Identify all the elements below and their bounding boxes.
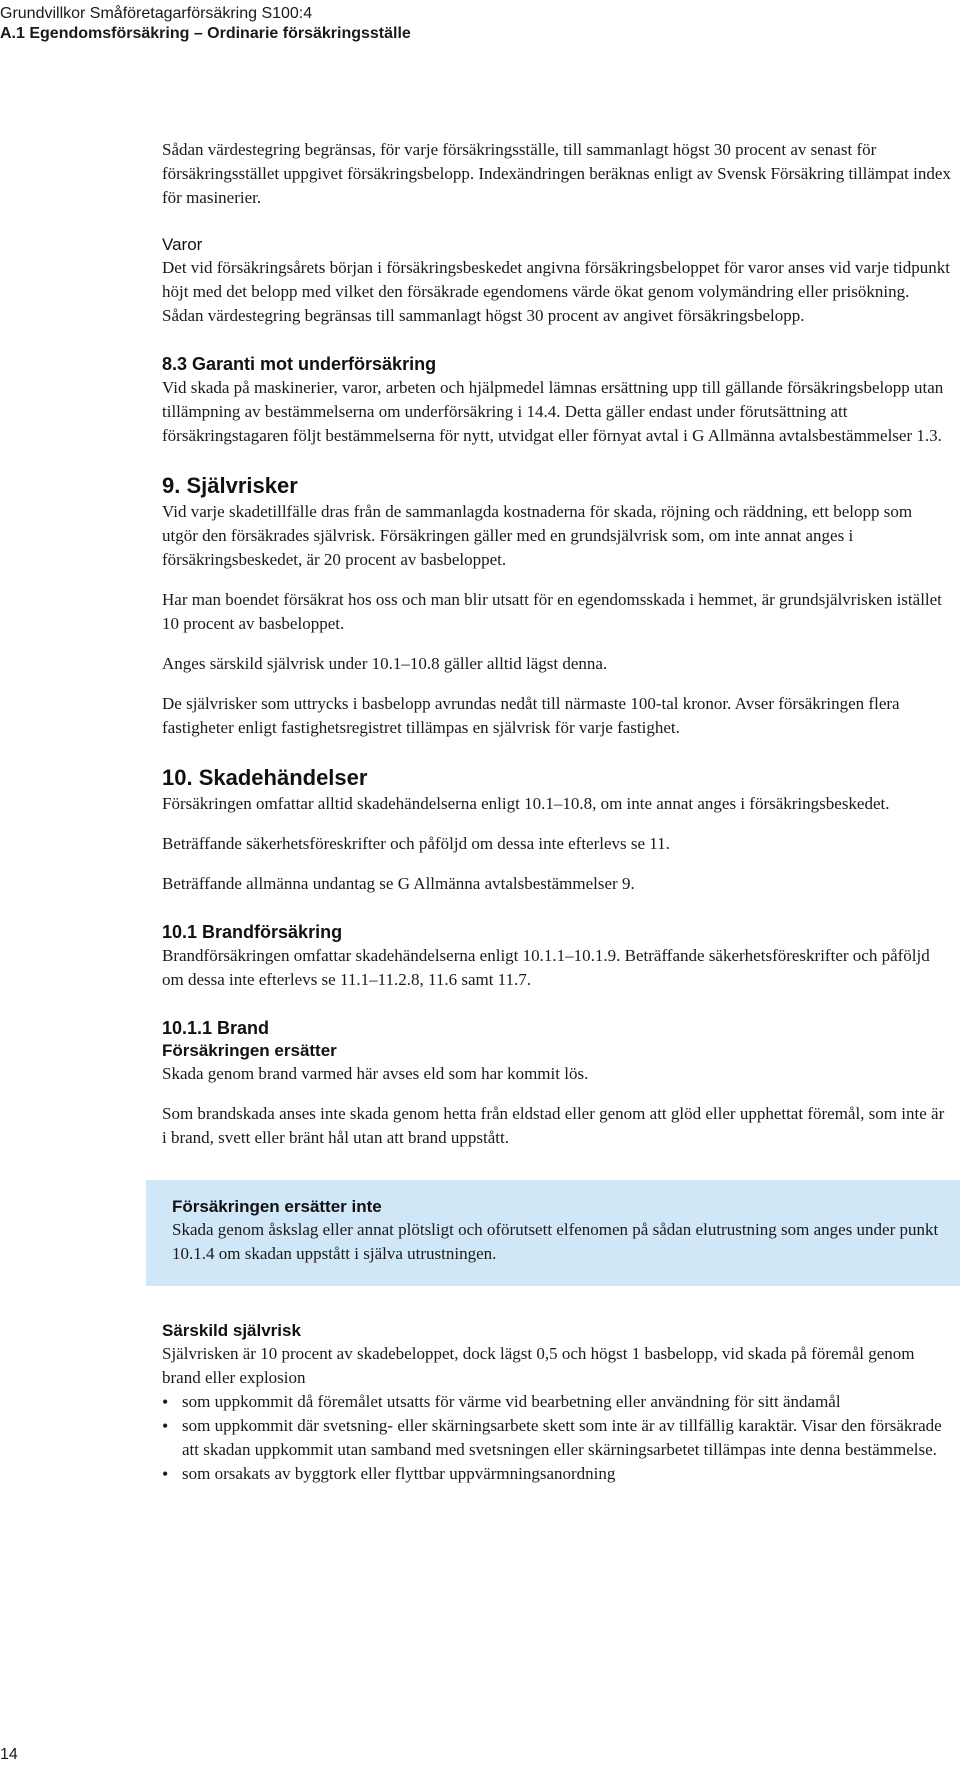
section-10-paragraph-3: Beträffande allmänna undantag se G Allmänna avtalsbestämmelser 9.	[162, 874, 635, 893]
section-10-paragraph-2: Beträffande säkerhetsföreskrifter och påföljd om dessa inte efterlevs se 11.	[162, 834, 670, 853]
section-9-paragraph-1: Vid varje skadetillfälle dras från de sammanlagda kostnaderna för skada, röjning och räddning, ett belopp som utgör den försäkrades självrisk. Försäkringen gäller med en grundsjälvrisk som, om inte annat anges i försäkringsbeskedet, är 20 procent av basbeloppet.	[162, 502, 913, 569]
document-body	[162, 138, 952, 1486]
varor-paragraph: Det vid försäkringsårets början i försäkringsbeskedet angivna försäkringsbeloppet för varor anses vid varje tidpunkt höjt med det belopp med vilket den försäkrade egendomens värde ökat genom volymändring eller prisökning. Sådan värdestegring begränsas till sammanlagt högst 30 procent av angivet försäkringsbelopp.	[162, 258, 950, 325]
section-9-paragraph-3: Anges särskild självrisk under 10.1–10.8 gäller alltid lägst denna.	[162, 654, 608, 673]
section-10-1-1-heading: 10.1.1 Brand	[162, 1018, 270, 1038]
section-10-1-1-paragraph-2: Som brandskada anses inte skada genom hetta från eldstad eller genom att glöd eller upphettat föremål, som inte är i brand, svett eller bränt hål utan att brand uppstått.	[162, 1104, 945, 1147]
special-deductible-list	[162, 1390, 952, 1486]
exclusion-infobox	[146, 1180, 960, 1286]
section-10-1-paragraph: Brandförsäkringen omfattar skadehändelserna enligt 10.1.1–10.1.9. Beträffande säkerhetsföreskrifter och påföljd om dessa inte efterlevs se 11.1–11.2.8, 11.6 samt 11.7.	[162, 946, 930, 989]
section-10-1-1-paragraph-1: Skada genom brand varmed här avses eld som har kommit lös.	[162, 1064, 589, 1083]
section-9-paragraph-2: Har man boendet försäkrat hos oss och man blir utsatt för en egendomsskada i hemmet, är grundsjälvrisken istället 10 procent av basbeloppet.	[162, 590, 942, 633]
section-10-1-heading: 10.1 Brandförsäkring	[162, 922, 343, 942]
header-document-title: Grundvillkor Småföretagarförsäkring S100:4	[0, 5, 313, 22]
page-number: 14	[0, 1746, 18, 1763]
infobox-paragraph: Skada genom åskslag eller annat plötsligt och oförutsett elfenomen på sådan elutrustning som anges under punkt 10.1.4 om skadan uppstått i själva utrustningen.	[172, 1220, 939, 1263]
section-8-3-paragraph: Vid skada på maskinerier, varor, arbeten och hjälpmedel lämnas ersättning upp till gällande försäkringsbelopp utan tillämpning av bestämmelserna om underförsäkring i 14.4. Detta gäller endast under förutsättning att försäkringstagaren följt bestämmelserna för nytt, utvidgat eller förnyat avtal i G Allmänna avtalsbestämmelser 1.3.	[162, 378, 944, 445]
infobox-heading: Försäkringen ersätter inte	[172, 1197, 382, 1216]
varor-heading: Varor	[162, 235, 203, 254]
section-9-heading: 9. Självrisker	[162, 473, 298, 498]
intro-paragraph: Sådan värdestegring begränsas, för varje försäkringsställe, till sammanlagt högst 30 procent av senast för försäkringsstället uppgivet försäkringsbelopp. Indexändringen beräknas enligt av Svensk Försäkring tillämpat index för masinerier.	[162, 140, 951, 207]
list-item: • som uppkommit då föremålet utsatts för värme vid bearbetning eller användning för sitt ändamål	[162, 1390, 952, 1414]
special-deductible-paragraph: Självrisken är 10 procent av skadebeloppet, dock lägst 0,5 och högst 1 basbelopp, vid skada på föremål genom brand eller explosion	[162, 1344, 915, 1387]
section-10-heading: 10. Skadehändelser	[162, 765, 368, 790]
list-item: • som uppkommit där svetsning- eller skärningsarbete skett som inte är av tillfällig karaktär. Visar den försäkrade att skadan uppkommit utan samband med svetsningen eller skärningsarbetet tillämpas inte denna bestämmelse.	[162, 1414, 952, 1462]
header-section-title: A.1 Egendomsförsäkring – Ordinarie försäkringsställe	[0, 25, 411, 42]
section-10-paragraph-1: Försäkringen omfattar alltid skadehändelserna enligt 10.1–10.8, om inte annat anges i försäkringsbeskedet.	[162, 794, 890, 813]
special-deductible-heading: Särskild självrisk	[162, 1321, 301, 1340]
section-8-3-heading: 8.3 Garanti mot underförsäkring	[162, 354, 437, 374]
section-9-paragraph-4: De självrisker som uttrycks i basbelopp avrundas nedåt till närmaste 100-tal kronor. Avser försäkringen flera fastigheter enligt fastighetsregistret tillämpas en självrisk för varje fastighet.	[162, 694, 900, 737]
section-10-1-1-subheading: Försäkringen ersätter	[162, 1041, 337, 1060]
running-header	[0, 4, 411, 44]
list-item: • som orsakats av byggtork eller flyttbar uppvärmningsanordning	[162, 1462, 952, 1486]
